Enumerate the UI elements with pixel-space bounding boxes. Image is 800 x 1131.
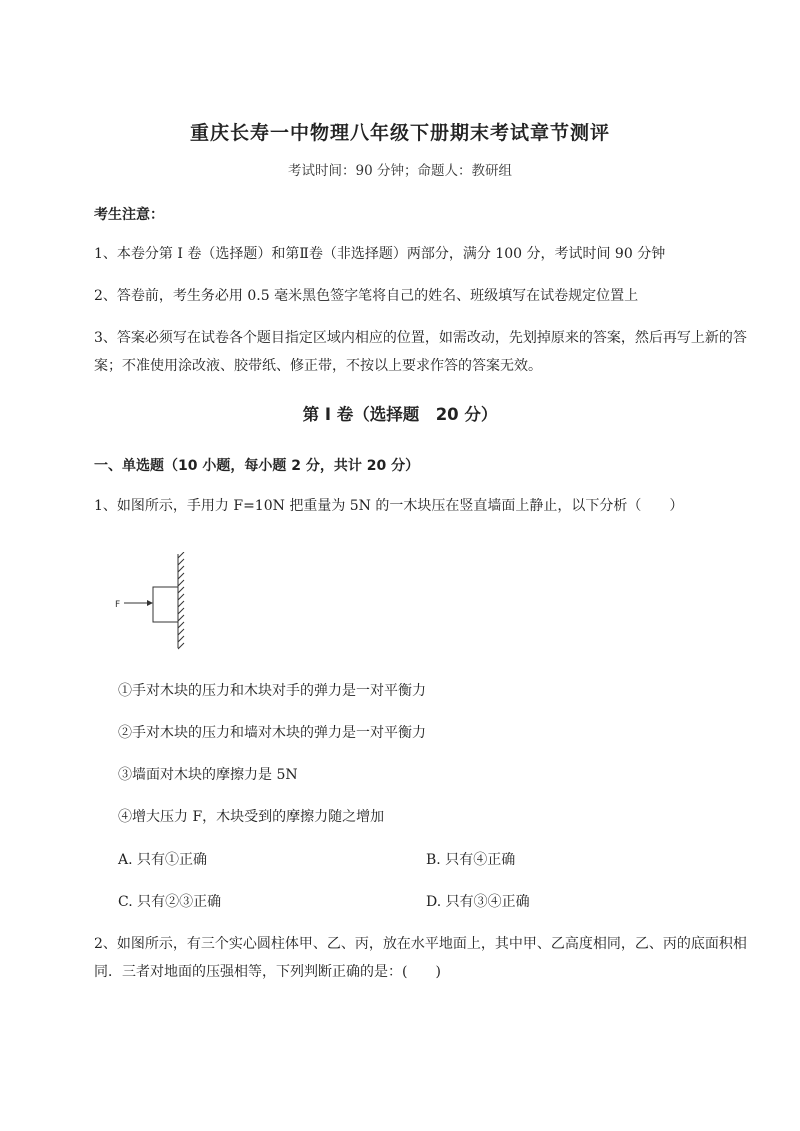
notice-item-3: 3、答案必须写在试卷各个题目指定区域内相应的位置，如需改动，先划掉原来的答案，然后再写上新的答案；不准使用涂改液、胶带纸、修正带，不按以上要求作答的答案无效。 xyxy=(94,330,747,374)
option-b: B. 只有④正确 xyxy=(426,852,516,868)
page-title: 重庆长寿一中物理八年级下册期末考试章节测评 xyxy=(189,122,610,144)
option-d: D. 只有③④正确 xyxy=(426,894,530,910)
question-1-figure xyxy=(112,552,202,652)
notice-heading: 考生注意： xyxy=(94,207,164,223)
option-a: A. 只有①正确 xyxy=(118,852,208,868)
wall-hatching xyxy=(178,552,184,649)
question-1-stem: 1、如图所示，手用力 F=10N 把重量为 5N 的一木块压在竖直墙面上静止，以下分析（ ） xyxy=(94,498,684,514)
statement-2: ②手对木块的压力和墙对木块的弹力是一对平衡力 xyxy=(118,725,426,741)
exam-info: 考试时间：90 分钟；命题人：教研组 xyxy=(288,163,512,179)
part-heading: 一、单选题（10 小题，每小题 2 分，共计 20 分） xyxy=(94,458,420,474)
force-arrow-head xyxy=(147,600,153,606)
wooden-block xyxy=(153,587,178,622)
statement-3: ③墙面对木块的摩擦力是 5N xyxy=(118,767,298,783)
notice-item-2: 2、答卷前，考生务必用 0.5 毫米黑色签字笔将自己的姓名、班级填写在试卷规定位置上 xyxy=(94,288,639,304)
notice-item-1: 1、本卷分第 I 卷（选择题）和第Ⅱ卷（非选择题）两部分，满分 100 分，考试时间 90 分钟 xyxy=(94,246,666,262)
section-title: 第 I 卷（选择题 20 分） xyxy=(302,405,498,424)
question-2-stem: 2、如图所示，有三个实心圆柱体甲、乙、丙，放在水平地面上，其中甲、乙高度相同，乙、丙的底面积相同．三者对地面的压强相等，下列判断正确的是：( ) xyxy=(94,936,747,980)
force-label: F xyxy=(115,600,121,610)
statement-1: ①手对木块的压力和木块对手的弹力是一对平衡力 xyxy=(118,683,426,699)
option-c: C. 只有②③正确 xyxy=(118,894,222,910)
statement-4: ④增大压力 F，木块受到的摩擦力随之增加 xyxy=(118,809,385,825)
